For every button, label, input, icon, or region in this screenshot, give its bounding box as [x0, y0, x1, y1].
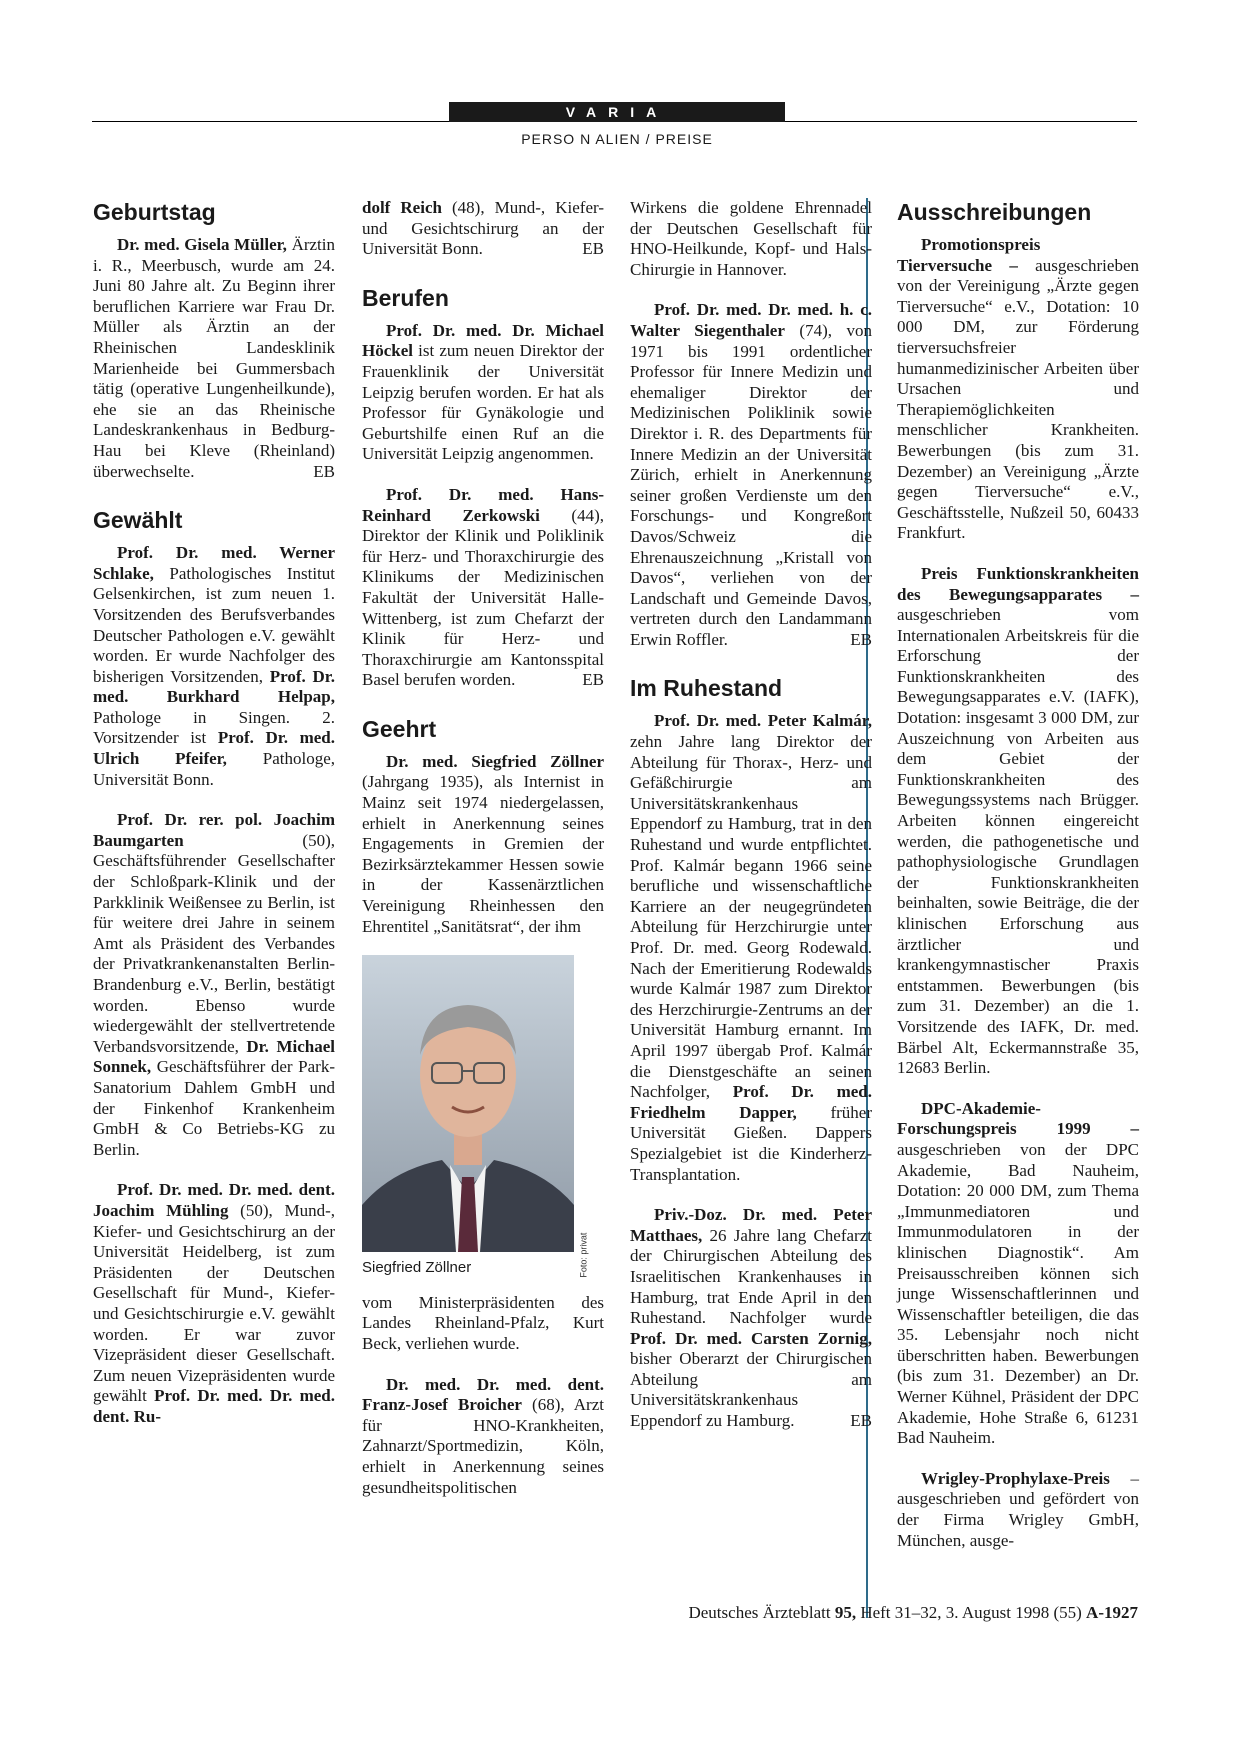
page-footer: Deutsches Ärzteblatt 95, Heft 31–32, 3. August 1998 (55) A-1927	[688, 1603, 1138, 1622]
column-2	[362, 198, 604, 1498]
article-broicher: Dr. med. Dr. med. dent. Franz-Josef Broicher (68), Arzt für HNO-Krankheiten, Zahnarzt/Sportmedizin, Köln, erhielt in Anerkennung seines gesundheitspolitischen	[362, 1374, 604, 1497]
article-baumgarten: Prof. Dr. rer. pol. Joachim Baumgarten (50), Geschäftsführender Gesellschafter der Schloßpark-Klinik und der Parkklinik Weißensee zu Berlin, ist für weitere drei Jahre in seinem Amt als Präsident des Verbandes der Privatkrankenanstalten Berlin-Brandenburg e.V., Berlin, bestätigt worden. Ebenso wurde wiedergewählt der stellvertretende Verbandsvorsitzende, Dr. Michael Sonnek, Geschäftsführer der Park-Sanatorium Dahlem GmbH und der Finkenhof Krankenheim GmbH & Co Betriebs-KG zu Berlin.	[93, 810, 335, 1159]
section-label: VARIA	[449, 102, 785, 122]
article-matthaes: Priv.-Doz. Dr. med. Peter Matthaes, 26 Jahre lang Chefarzt der Chirurgischen Abteilung des Israelitischen Krankenhauses in Hamburg, trat Ende April in den Ruhestand. Nachfolger wurde Prof. Dr. med. Carsten Zornig, bisher Oberarzt der Chirurgischen Abteilung am Universitätskrankenhaus Eppendorf zu Hamburg. EB	[630, 1205, 872, 1431]
award-dpc: DPC-Akademie-Forschungspreis 1999 – ausgeschrieben von der DPC Akademie, Bad Nauheim, Dotation: 20 000 DM, zum Thema „Immunmediatoren und Immunmodulatoren in der klinischen Diagnostik“. Am Preisausschreiben können sich junge Wissenschaftlerinnen und Wissenschaftler beteiligen, die das 35. Lebensjahr noch nicht überschritten haben. Bewerbungen (bis zum 31. Dezember) an Dr. Werner Kühnel, Präsident der DPC Akademie, Hohe Straße 6, 61231 Bad Nauheim.	[897, 1098, 1139, 1448]
photo-caption: Siegfried Zöllner	[362, 1259, 472, 1277]
article-zoellner: Dr. med. Siegfried Zöllner (Jahrgang 1935), als Internist in Mainz seit 1974 niedergelassen, erhielt in Anerkennung seines Engagements in Gremien der Bezirksärztekammer Hessen sowie in der Kassenärztlichen Vereinigung Rheinhessen den Ehrentitel „Sanitätsrat“, der ihm	[362, 751, 604, 936]
author-tag: EB	[850, 1411, 872, 1431]
heading-retired: Im Ruhestand	[630, 675, 783, 702]
heading-birthday: Geburtstag	[93, 199, 216, 225]
award-tierversuche: Promotionspreis Tierversuche – ausgeschrieben von der Vereinigung „Ärzte gegen Tierversuche“ e.V., Dotation: 10 000 DM, zur Förderung tierversuchsfreier humanmedizinischer Arbeiten über Ursachen und Therapiemöglichkeiten menschlicher Krankheiten. Bewerbungen (bis zum 31. Dezember) an Vereinigung „Ärzte gegen Tierversuche“ e.V., Geschäftsstelle, Nußzeil 50, 60433 Frankfurt.	[897, 235, 1139, 543]
photo-credit: Foto: privat	[578, 1232, 589, 1278]
column-3	[630, 198, 872, 1432]
heading-honored: Geehrt	[362, 715, 437, 742]
article-zerkowski: Prof. Dr. med. Hans-Reinhard Zerkowski (44), Direktor der Klinik und Poliklinik für Herz- und Thoraxchirurgie des Klinikums der Medizinischen Fakultät der Universität Halle-Wittenberg, ist zum Chefarzt der Klinik für Herz- und Thoraxchirurgie am Kantonsspital Basel berufen worden. EB	[362, 484, 604, 690]
article-zoellner-cont: vom Ministerpräsidenten des Landes Rheinland-Pfalz, Kurt Beck, verliehen wurde.	[362, 1292, 604, 1353]
author-tag: EB	[582, 239, 604, 259]
award-wrigley: Wrigley-Prophylaxe-Preis – ausgeschrieben und gefördert von der Firma Wrigley GmbH, München, ausge-	[897, 1468, 1139, 1550]
article-mueller: Dr. med. Gisela Müller, Ärztin i. R., Meerbusch, wurde am 24. Juni 80 Jahre alt. Zu Beginn ihrer beruflichen Karriere war Frau Dr. Müller als Ärztin an der Rheinischen Landesklinik Marienheide bei Gummersbach tätig (operative Lungenheilkunde), ehe sie an das Rheinische Landeskrankenhaus in Bedburg-Hau bei Kleve (Rheinland) überwechselte. EB	[93, 235, 335, 481]
subsection-label: PERSO N ALIEN / PREISE	[521, 131, 713, 147]
author-tag: EB	[850, 629, 872, 649]
article-siegenthaler: Prof. Dr. med. Dr. med. h. c. Walter Siegenthaler (74), von 1971 bis 1991 ordentlicher Professor für Innere Medizin und ehemaliger Direktor der Medizinischen Poliklinik sowie Direktor i. R. des Departments für Innere Medizin an der Universität Zürich, erhielt in Anerkennung seiner großen Verdienste um den Forschungs- und Kongreßort Davos/Schweiz die Ehrenauszeichnung „Kristall von Davos“, verliehen von der Landschaft und Gemeinde Davos, vertreten durch den Landammann Erwin Roffler. EB	[630, 300, 872, 649]
author-tag: EB	[582, 670, 604, 690]
article-schlake: Prof. Dr. med. Werner Schlake, Pathologisches Institut Gelsenkirchen, ist zum neuen 1. Vorsitzenden des Berufsverbandes Deutscher Pathologen e.V. gewählt worden. Er wurde Nachfolger des bisherigen Vorsitzenden, Prof. Dr. med. Burkhard Helpap, Pathologe in Singen. 2. Vorsitzender ist Prof. Dr. med. Ulrich Pfeifer, Pathologe, Universität Bonn.	[93, 543, 335, 789]
article-muehling: Prof. Dr. med. Dr. med. dent. Joachim Mühling (50), Mund-, Kiefer- und Gesichtschirurg an der Universität Heidelberg, ist zum Präsidenten der Deutschen Gesellschaft für Mund-, Kiefer- und Gesichtschirurgie e.V. gewählt worden. Er war zuvor Vizepräsident dieser Gesellschaft. Zum neuen Vizepräsidenten wurde gewählt Prof. Dr. med. Dr. med. dent. Ru-	[93, 1180, 335, 1426]
column-1	[93, 198, 335, 1427]
article-reich-cont: dolf Reich (48), Mund-, Kiefer- und Gesichtschirurg an der Universität Bonn. EB	[362, 198, 604, 259]
heading-awards: Ausschreibungen	[897, 199, 1092, 225]
heading-appointed: Berufen	[362, 284, 449, 311]
article-kalmar: Prof. Dr. med. Peter Kalmár, zehn Jahre lang Direktor der Abteilung für Thorax-, Herz- und Gefäßchirurgie am Universitätskrankenhaus Eppendorf zu Hamburg, trat in den Ruhestand und wurde entpflichtet. Prof. Kalmár begann 1966 seine berufliche und wissenschaftliche Karriere an der neugegründeten Abteilung für Herzchirurgie unter Prof. Dr. med. Georg Rodewald. Nach der Emeritierung Rodewalds wurde Kalmár 1987 zum Direktor des Herzchirurgie-Zentrums an der Universität Hamburg ernannt. Im April 1997 übergab Prof. Kalmár die Dienstgeschäfte an seinen Nachfolger, Prof. Dr. med. Friedhelm Dapper, früher Universität Gießen. Dappers Spezialgebiet ist die Kinderherz-Transplantation.	[630, 711, 872, 1184]
article-hoeckel: Prof. Dr. med. Dr. Michael Höckel ist zum neuen Direktor der Frauenklinik der Universität Leipzig berufen worden. Er hat als Professor für Gynäkologie und Geburtshilfe einen Ruf an die Universität Leipzig angenommen.	[362, 320, 604, 464]
portrait-image	[362, 955, 574, 1252]
heading-elected: Gewählt	[93, 507, 183, 534]
page-number: A-1927	[1086, 1603, 1138, 1622]
column-4	[897, 198, 1139, 1551]
award-funktionskrankheiten: Preis Funktionskrankheiten des Bewegungsapparates – ausgeschrieben vom Internationalen Arbeitskreis für die Erforschung der Funktionskrankheiten des Bewegungsapparates e.V. (IAFK), Dotation: insgesamt 3 000 DM, zur Auszeichnung von Arbeiten aus dem Gebiet der Funktionskrankheiten des Bewegungssystems nach Brügger. Arbeiten können eingereicht werden, die pathogenetische und pathophysiologische Grundlagen der Funktionskrankheiten beinhalten, sowie Beiträge, die der klinischen Erforschung aus ärztlicher und krankengymnastischer Praxis entstammen. Bewerbungen (bis zum 31. Dezember) an die 1. Vorsitzende des IAFK, Dr. med. Bärbel Alt, Eckermannstraße 35, 12683 Berlin.	[897, 563, 1139, 1078]
author-tag: EB	[313, 461, 335, 481]
article-broicher-cont: Wirkens die goldene Ehrennadel der Deutschen Gesellschaft für HNO-Heilkunde, Kopf- und Hals-Chirurgie in Hannover.	[630, 198, 872, 279]
